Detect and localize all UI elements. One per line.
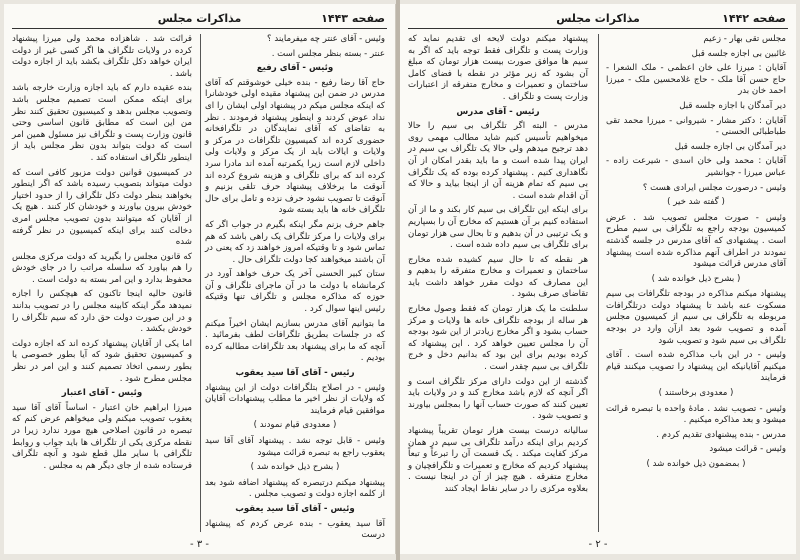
right-page-footer-number: - ۲ - <box>588 539 608 550</box>
paragraph: که قانون مجلس را بگیرید که دولت مرکزی مجلس را هم بیاورد که سلسله مراتب را در جای خودش محفوظ بدارد و این امر بسته به دولت است . <box>12 251 192 285</box>
paragraph: دیر آمدگان بی اجازه جلسه قبل <box>674 141 786 152</box>
paragraph: بنده عقیده دارم که باید اجازه وزارت خارجه باشد برای اینکه ممکن است تصمیم مجلس باشد وتصویب مجلس بدهد و کمیسیون تحقیق کنند نظر من این است که مطابق قانون اساسی وحتی قانون وزارت پست و تلگراف نیز مسئول همین امر است که دولت بتواند بدون نظر مجلس باید از اینطور تلگراف استفاده کند . <box>12 83 192 163</box>
left-page-running-title: مذاکرات مجلس <box>157 11 242 25</box>
paragraph: اما یکی از آقایان پیشنهاد کرده اند که اجازه دولت و کمیسیون تحقیق شود که آیا بطور خصوصی یا بطور رسمی اتخاذ تصمیم کنند و این امر در نظر مجلس مطرح شود . <box>12 338 192 384</box>
right-page-left-column <box>408 34 588 532</box>
paragraph: وئیس - تصویب نشد . مادهٔ واحده با تبصره قرائت میشود و بعد مذاکره میکنیم . <box>606 403 786 426</box>
paragraph: غائبین بی اجازه جلسه قبل <box>691 48 786 59</box>
right-page-number-label: صفحه ۱۴۴۲ <box>722 11 786 25</box>
procedural-note: ( معدودی برخاستند ) <box>658 388 734 399</box>
paragraph: آقا سید یعقوب - بنده عرض کردم که پیشنهاد درست <box>205 518 385 541</box>
paragraph: آقایان : محمد ولی خان اسدی - شیرعت زاده - عباس میرزا - جوانشیر <box>606 156 786 178</box>
procedural-note: ( معدودی قیام نمودند ) <box>253 420 337 431</box>
paragraph: پیشنهاد میکنم مذاکره در بودجه تلگرافات بی سیم مسکوت عنه باشد تا پیشنهاد دولت درتلگرافات مربوطه به تلگراف بی سیم از کمیسیون مجلس آمده و تصویب شود بعد ازآن وارد در بودجه تلگراف بی سیم شود و تصویب شود <box>606 289 786 346</box>
paragraph: پیشنهاد میکنم درتبصره که پیشنهاد اضافه شود بعد از کلمه اجازه دولت و تصویب مجلس . <box>205 477 385 500</box>
procedural-note: ( گفته شد خیر ) <box>667 197 725 208</box>
left-page-right-column <box>205 34 385 541</box>
paragraph: گذشته از این دولت دارای مرکز تلگراف است و اگر آنچه که لازم باشد مخارج کند و در ولایات باید تعیین کنند که صورت حساب آنها را بمجلس بیاورند و تصویب شود . <box>408 376 588 422</box>
paragraph: قانون حالیه اینجا تاکنون که هیچکس را اجازه نمیدهد مگر اینکه کابینه مجلس را در تصویب بدانند و در این صورت دولت حق دارد که سیم تلگراف را خودش بکشد . <box>12 289 192 335</box>
paragraph: حاج آقا رضا رفیع - بنده خیلی خوشوقتم که آقای مدرس در ضمن این پیشنهاد مقیده اولی خودشانرا که اینکه مجلس میکم در پیشنهاد اولی ایشان را ای نداد عوض کردند و اینطور پیشنهاد فرمودند . نظر به تقاضای که آقای نمایندگان در تلگرافخانه حضوری کرده اند کمیسیون تلگرافات در مرکز و ولایات و ایالات باید از یک مرکز و ولایات ولی داخلی لازم است زیرا یکمرتبه آمده اند مادرا سرد کرده اند که برای تلگراف و هزینه شروع کرده اند آنوقت ما برخلاف پیشنهاد حرف تلقی بزنیم و آنوقت تا تصویب نشود حرف نزده و تامل برای حال تلگراف خانه ها باید بسته شود <box>205 77 385 216</box>
speaker-heading: رئیس - آقای آقا سید یعقوب <box>235 368 355 379</box>
paragraph: سلطنت ما یک هزار تومان که فقط وصول مخارج هر ساله از بودجه تلگراف خانه ها ولایات و مرکز حساب بشود و اگر مخارج زیادتر از این شود بودجه آن را مجلس تعیین خواهد کرد . این پیشنهاد که کرده بودیم برای این بود که بدانیم دخل و خرج تلگراف بی سیم چقدر است . <box>408 304 588 373</box>
right-page-right-column <box>606 34 786 532</box>
left-page <box>4 4 396 554</box>
left-page-header <box>14 10 385 26</box>
paragraph: میرزا ابراهیم خان اعتبار - اساساً آقای آقا سید یعقوب تصویب میکنم ولی میخواهم عرض کنم که تبصره در قانون اصلاحی هیچ مورد ندارد زیرا در نقطه مرکزی یکی از تلگراف ها باید جواب و روابط تلگرافی با سایر ملل قطع شود و آنچه تلگراف فرستاده شده از جای دیگر هم به مجلس . <box>12 402 192 471</box>
left-page-left-column <box>12 34 192 532</box>
paragraph: ستان کبیر الحسنی آخر یک حرف خواهد آورد در کرمانشاه با دولت ما در آن ماجرای تلگراف و آن حوزه که مذاکره مجلس و تلگراف تنها وقتیکه رئیس اینها سوال کرد . <box>205 269 385 315</box>
paragraph: در کمیسیون قوانین دولت مزبور کافی است که دولت میتواند بتصویب رسیده باشد که اگر اینطور بخواهند بنظر دولت دکل تلگراف را از حدود اختیار خودش بیرون بیاورند و خودشان کار کنند . هیچ یک از آقایان که میتوانند بدون تصویب مجلس امری دخالت کنند برای اینکه کمیسیون در نظر گرفته شده <box>12 167 192 248</box>
speaker-heading: رئیس - آقای مدرس <box>456 106 540 117</box>
left-page-column-divider <box>200 34 201 532</box>
paragraph: وئیس - قرائت میشود <box>709 444 786 455</box>
procedural-note: ( بشرح ذیل خوانده شد ) <box>250 462 340 473</box>
paragraph: آقایان : دکتر مشار - شیروانی - میرزا محمد تقی طباطبائی الحسنی - <box>606 115 786 138</box>
paragraph: وئیس - صورت مجلس تصویب شد . عرض کمیسیون بودجه راجع به تلگراف بی سیم مطرح است . پیشنهادی که آقای مدرس در جلسه گذشته نمودند در اطراف آنهم مذاکره شده است پیشنهاد آقای مدرس قرائت میشود <box>606 212 786 270</box>
left-header-rule <box>12 28 387 29</box>
paragraph: وئیس - آقای عنتر چه میفرمایند ؟ <box>267 34 385 44</box>
speaker-heading: وئیس - آقای آقا سید یعقوب <box>235 503 355 514</box>
paragraph: مجلس تقی بهار - زعیم <box>703 34 786 44</box>
procedural-note: ( بمضمون ذیل خوانده شد ) <box>646 459 746 469</box>
paragraph: دیر آمدگان با اجازه جلسه قبل <box>679 100 786 111</box>
right-page <box>400 4 796 554</box>
paragraph: برای اینکه این تلگراف بی سیم کار بکند و ما از آن استفاده کنیم بر آن هستیم که مخارج آن را بسپاریم و یک ترتیبی در آن بدهیم و تا بحال سی هزار تومان برای تلگراف بی سیم داده شده است . <box>408 205 588 251</box>
paragraph: وئیس - در این باب مذاکره شده است . آقای میکنیم آقایانیکه این پیشنهاد را تصویب میکنند قیام فرمایند <box>606 350 786 384</box>
right-page-column-divider <box>598 34 599 532</box>
paragraph: وئیس - درصورت مجلس ایرادی هست ؟ <box>642 182 786 193</box>
paragraph: وئیس - قابل توجه نشد . پیشنهاد آقای آقا سید یعقوب راجع به تبصره قرائت میشود <box>205 436 385 458</box>
speaker-heading: وئیس - آقای اعتبار <box>61 388 143 399</box>
paragraph: مدرس - البته اگر تلگراف بی سیم را حالا میخواهیم تأسیس کنیم شاید مطالب مهمی روی دهد ترجیح میدهم ولی حالا یک تلگراف بی سیم در ایران پیدا شده است و ما باید بقدر امکان از آن نگاهداری کنیم . پیشنهاد کرده بوده که یک تلگراف بی سیم که تمام هزینه آن از اینجا بیاید و حالا که آن اقدام شده است . <box>408 121 588 201</box>
paragraph: وئیس - در اصلاح بتلگرافات دولت از این پیشنهاد که ولایات از نظر اخیر ما مطلب پیشنهادات آقایان موافقین قیام فرمایند <box>205 382 385 416</box>
speaker-heading: وئیس - آقای رفیع <box>256 63 334 74</box>
paragraph: آقایان : میرزا علی خان اعظمی - ملک الشعرا - حاج حسن آقا ملک - حاج غلامحسین ملک - میرزا احمد خان بدر <box>606 63 786 97</box>
procedural-note: ( بشرح ذیل خوانده شد ) <box>651 273 741 284</box>
paragraph: عنتر - بسته بنظر مجلس است . <box>271 48 385 59</box>
paragraph: هر نقطه که تا حال سیم کشیده شده مخارج ساختمان و تعمیرات و مخارج متفرقه را بدهیم و این مصارف که دولت مقرر خواهد داشت باید تقاضای صرف بشود . <box>408 254 588 300</box>
paragraph: پیشنهاد میکنم دولت لایحه ای تقدیم نماید که وزارت پست و تلگراف فقط توجه باید که اگر به سیم ها موافق صورت بیست هزار تومان که مبلغ آن بشود که زیر مؤثر در نقطه با فضای کامل ساختمان و تعمیرات و مخارج متفرقه از اعتبارات وزارت پست و تلگراف . <box>408 34 588 102</box>
right-page-header <box>410 10 786 26</box>
paragraph: سالیانه درست بیست هزار تومان تقریباً پیشنهاد کردیم برای اینکه درآمد تلگراف بی سیم در همان مرکز کفایت میکند . یک قسمت آن را تبرعاً و تبعاً پیشنهاد کردیم که مخارج و تعمیرات و تلگرافچیان و مخارج متفرقه . هیچ چیز از آن در اینجا نیست . بعلاوه مرکزی را در سایر نقاط ایجاد کنند <box>408 426 588 494</box>
right-page-running-title: مذاکرات مجلس <box>556 11 640 25</box>
paragraph: مدرس - بنده پیشنهادی تقدیم کردم . <box>656 429 786 440</box>
left-page-number-label: صفحه ۱۴۴۳ <box>321 11 385 25</box>
paragraph: قرائت شد . شاهزاده محمد ولی میرزا پیشنهاد کرده در ولایات تلگراف ها اگر کسی غیر از دولت ایران خواهد دکل تلگراف بکشد باید از اجازه دولت باشد . <box>12 34 192 79</box>
left-page-footer-number: - ۳ - <box>190 539 209 550</box>
paragraph: جاهم حرف بزنم مگر اینکه بگیرم در جواب اگر که برای ولایات را مرکز تلگراف یک راهی باشد که هم تماس شود و تا وقتیکه امروز خواهند زد که یعنی در آن باشند میخواهند کجا دولت تلگراف حال . <box>205 219 385 265</box>
right-header-rule <box>408 28 788 29</box>
paragraph: ما بتوانیم آقای مدرس بسازیم ایشان اخیراً میکنم که در جلسات بطریق تلگرافات لطف بفرمائید . آنچه که ما برای پیشنهاد بعد تلگرافات مطالبه کرده بودیم . <box>205 318 385 364</box>
